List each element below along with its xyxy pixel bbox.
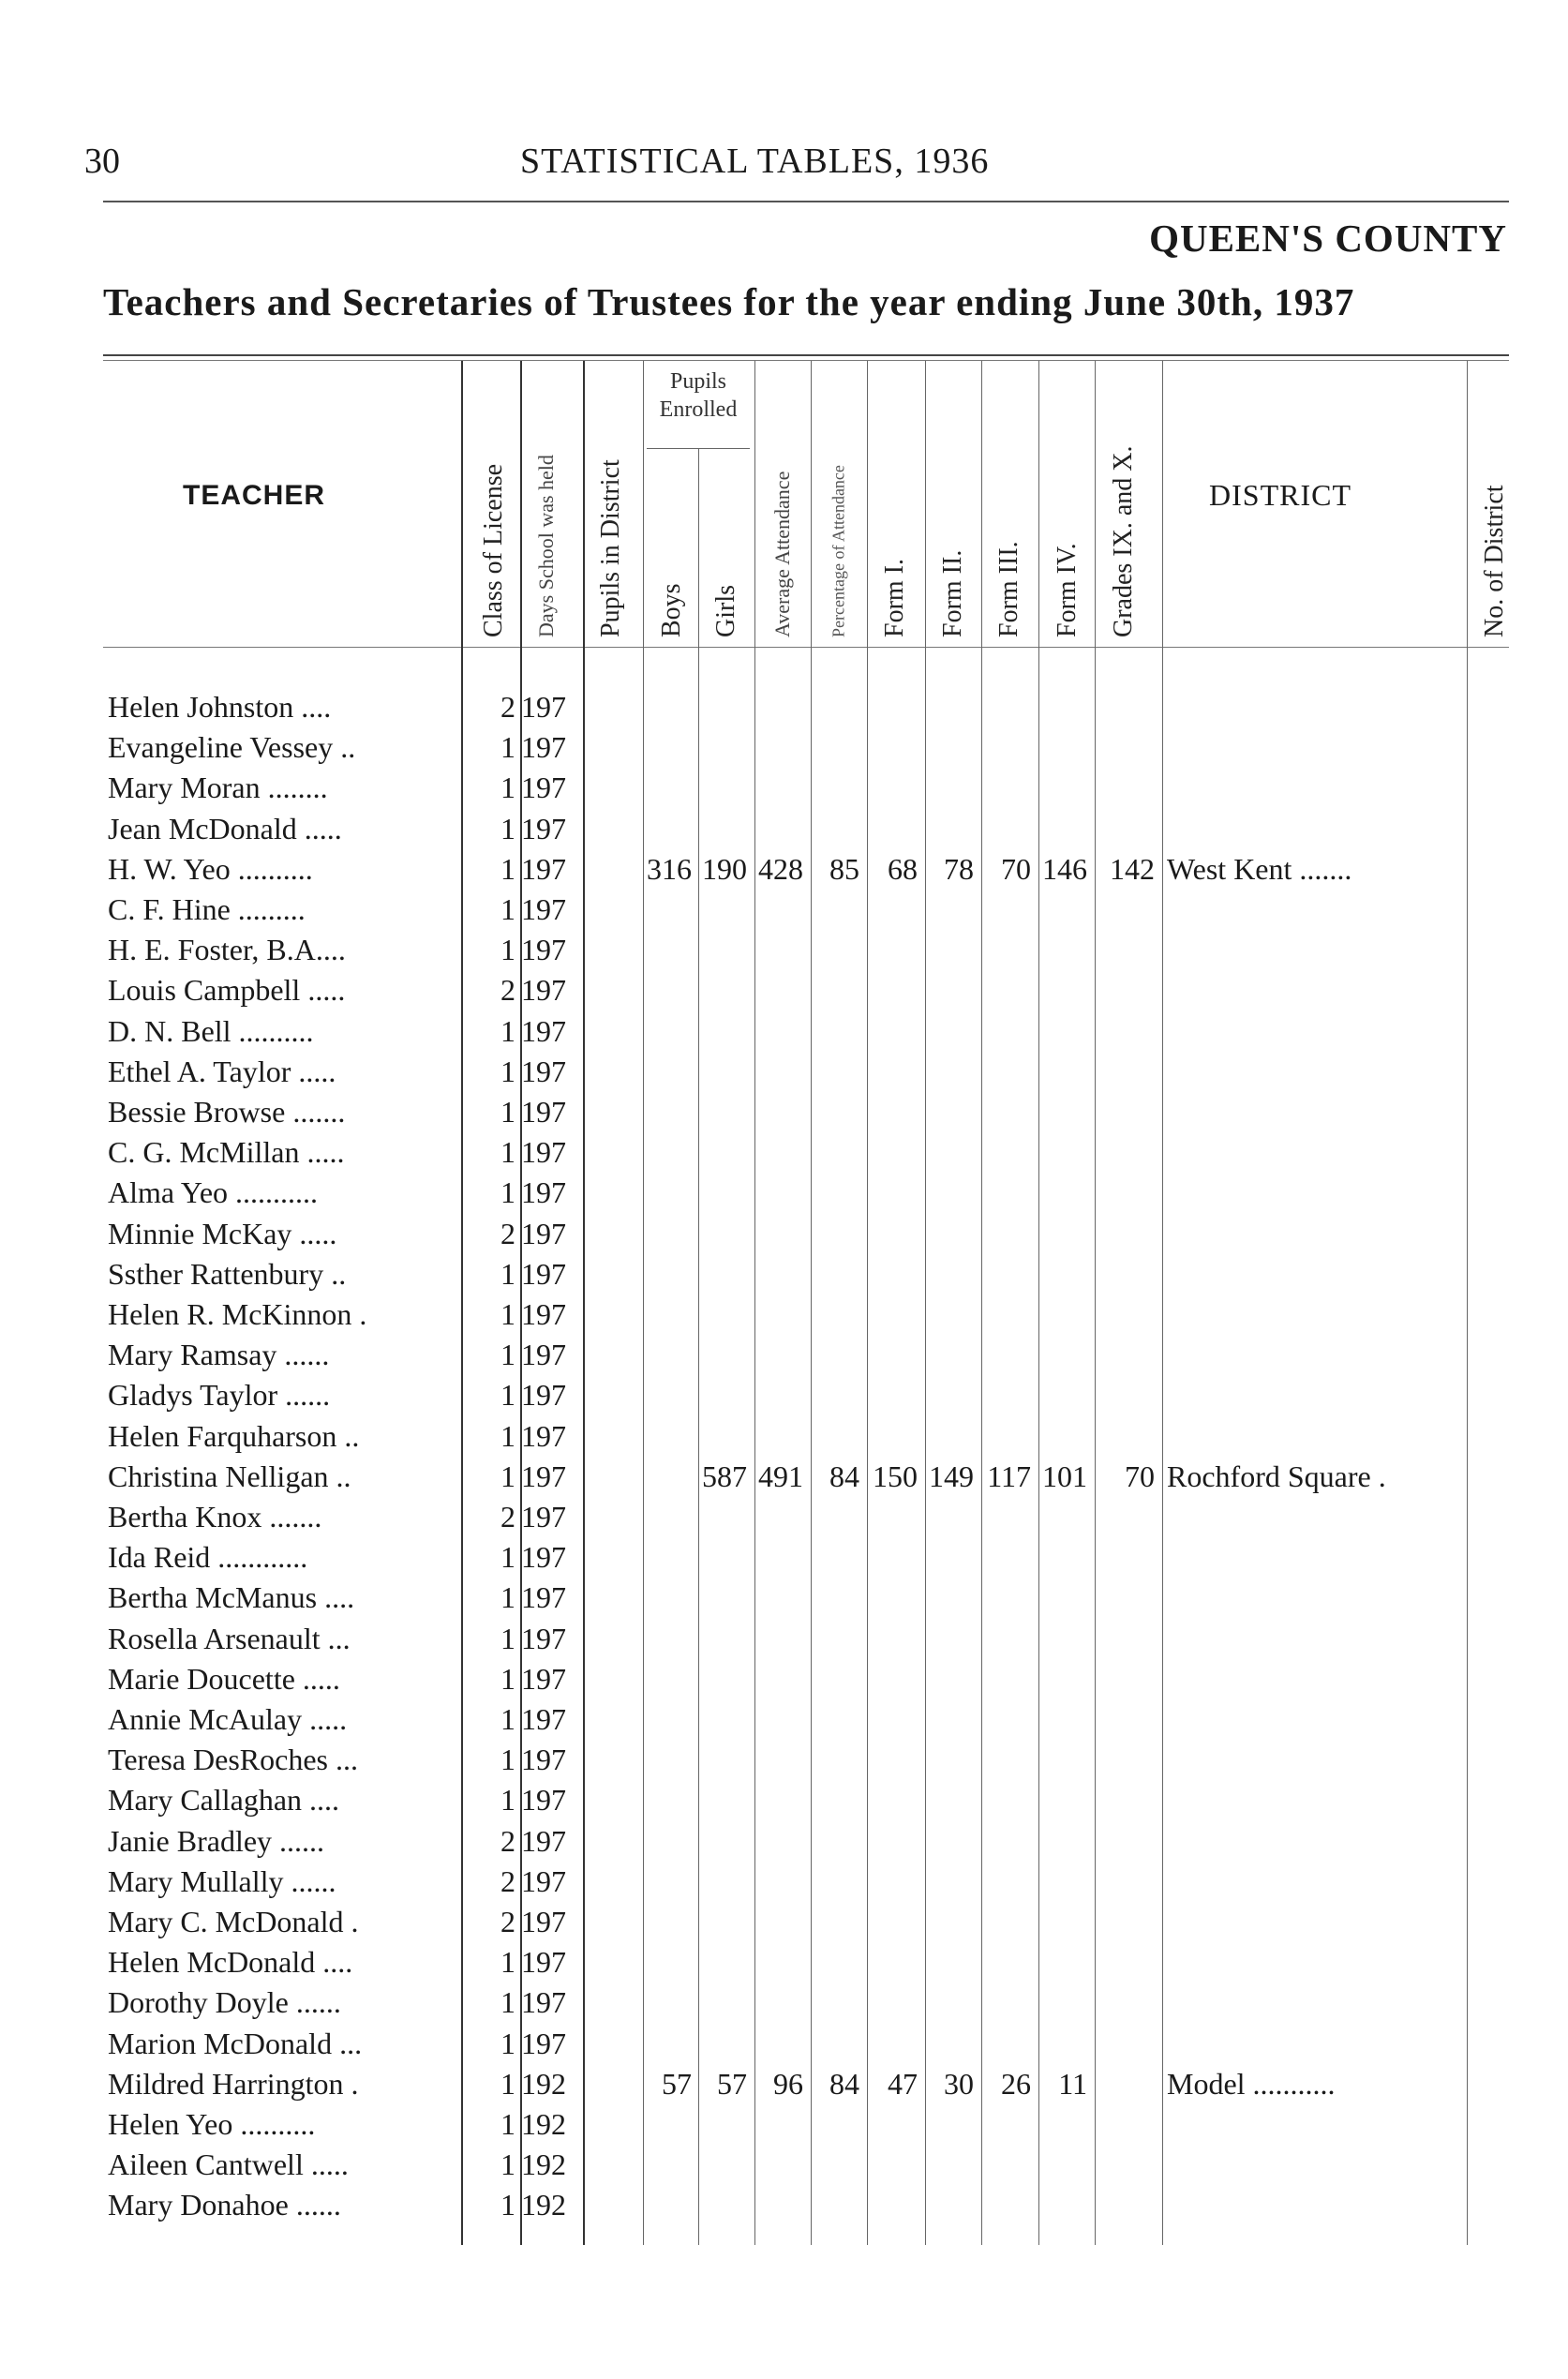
table-row (0, 1821, 1568, 1862)
table-row (0, 2145, 1568, 2185)
teacher-name: Rosella Arsenault ... (108, 1622, 351, 1655)
table-row (0, 970, 1568, 1010)
table-row (0, 1092, 1568, 1132)
days-school-held: 197 (521, 730, 566, 764)
class-of-license: 1 (500, 1985, 515, 2019)
form-4-header: Form IV. (1053, 543, 1082, 637)
class-of-license: 1 (500, 1014, 515, 1048)
class-of-license: 1 (500, 1945, 515, 1979)
class-of-license: 1 (500, 1175, 515, 1209)
teacher-name: Ida Reid ............ (108, 1540, 308, 1574)
grades-value: 142 (1110, 852, 1155, 886)
days-school-held: 197 (521, 2027, 566, 2060)
table-row (0, 1294, 1568, 1335)
teacher-name: Bertha McManus .... (108, 1580, 355, 1614)
teacher-name: D. N. Bell .......... (108, 1014, 314, 1048)
class-of-license: 1 (500, 1095, 515, 1129)
class-of-license: 1 (500, 933, 515, 966)
class-of-license: 1 (500, 1622, 515, 1655)
teacher-name: Ssther Rattenbury .. (108, 1257, 347, 1291)
days-school-held: 197 (521, 1905, 566, 1938)
table-row (0, 1497, 1568, 1537)
f3-value: 70 (1001, 852, 1031, 886)
days-school-held: 197 (521, 1783, 566, 1817)
pct-value: 84 (829, 2067, 859, 2101)
table-row (0, 1942, 1568, 1982)
teacher-name: Mildred Harrington . (108, 2067, 359, 2101)
class-of-license: 1 (500, 1257, 515, 1291)
days-school-held: 197 (521, 1580, 566, 1614)
table-row (0, 2064, 1568, 2104)
header-rule (103, 354, 1509, 356)
pct-value: 84 (829, 1459, 859, 1493)
no-of-district-header: No. of District (1480, 485, 1509, 637)
days-school-held: 197 (521, 1257, 566, 1291)
f4-value: 101 (1042, 1459, 1087, 1493)
days-school-held: 192 (521, 2147, 566, 2181)
teacher-name: Aileen Cantwell ..... (108, 2147, 349, 2181)
days-school-held: 197 (521, 973, 566, 1007)
teacher-name: Helen Farquharson .. (108, 1419, 360, 1453)
class-of-license: 2 (500, 1864, 515, 1898)
class-of-license: 1 (500, 1702, 515, 1736)
days-school-held: 197 (521, 1297, 566, 1331)
table-row (0, 2024, 1568, 2064)
class-of-license: 1 (500, 730, 515, 764)
teacher-name: Mary Donahoe ...... (108, 2188, 341, 2222)
pupils-enrolled-header: Pupils Enrolled (659, 369, 738, 422)
boys-value: 57 (662, 2067, 692, 2101)
days-school-held-header: Days School was held (534, 455, 558, 637)
days-school-held: 197 (521, 1622, 566, 1655)
table-row (0, 809, 1568, 849)
teacher-name: Helen Yeo .......... (108, 2107, 316, 2141)
teacher-name: Minnie McKay ..... (108, 1217, 337, 1250)
table-row (0, 1416, 1568, 1457)
table-row (0, 1214, 1568, 1254)
class-of-license: 1 (500, 1135, 515, 1169)
f4-value: 11 (1058, 2067, 1087, 2101)
days-school-held: 197 (521, 1014, 566, 1048)
class-of-license: 2 (500, 1824, 515, 1858)
teacher-name: Helen Johnston .... (108, 690, 332, 724)
pupils-in-district-header: Pupils in District (596, 459, 625, 637)
girls-value: 190 (702, 852, 747, 886)
teacher-name: Christina Nelligan .. (108, 1459, 351, 1493)
class-of-license: 1 (500, 1580, 515, 1614)
class-of-license: 1 (500, 892, 515, 926)
class-of-license: 1 (500, 1055, 515, 1088)
days-school-held: 197 (521, 852, 566, 886)
class-of-license: 1 (500, 1338, 515, 1371)
teacher-name: H. W. Yeo .......... (108, 852, 313, 886)
teacher-name: C. F. Hine ......... (108, 892, 306, 926)
table-row (0, 2185, 1568, 2225)
f3-value: 117 (987, 1459, 1031, 1493)
teacher-name: Mary Ramsay ...... (108, 1338, 330, 1371)
f2-value: 30 (944, 2067, 974, 2101)
boys-header: Boys (657, 583, 686, 637)
table-row (0, 1254, 1568, 1294)
district-column-header: DISTRICT (1209, 478, 1351, 512)
table-row (0, 930, 1568, 970)
days-school-held: 197 (521, 1459, 566, 1493)
class-of-license: 1 (500, 2147, 515, 2181)
teacher-name: Dorothy Doyle ...... (108, 1985, 341, 2019)
table-row (0, 1619, 1568, 1659)
page-number: 30 (84, 142, 120, 181)
table-row (0, 1457, 1568, 1497)
f2-value: 149 (929, 1459, 974, 1493)
class-of-license: 2 (500, 973, 515, 1007)
teacher-name: Mary C. McDonald . (108, 1905, 359, 1938)
table-row (0, 1052, 1568, 1092)
table-row (0, 849, 1568, 890)
teacher-name: Annie McAulay ..... (108, 1702, 348, 1736)
class-of-license: 1 (500, 812, 515, 845)
table-row (0, 1375, 1568, 1415)
table-row (0, 890, 1568, 930)
days-school-held: 197 (521, 1864, 566, 1898)
days-school-held: 197 (521, 1095, 566, 1129)
table-row (0, 1335, 1568, 1375)
class-of-license: 1 (500, 1419, 515, 1453)
days-school-held: 197 (521, 1135, 566, 1169)
table-row (0, 1132, 1568, 1173)
f1-value: 47 (888, 2067, 918, 2101)
teacher-name: C. G. McMillan ..... (108, 1135, 345, 1169)
table-row (0, 1659, 1568, 1699)
table-row (0, 1862, 1568, 1902)
f1-value: 68 (888, 852, 918, 886)
table-row (0, 1699, 1568, 1740)
class-of-license: 1 (500, 1540, 515, 1574)
f2-value: 78 (944, 852, 974, 886)
class-of-license: 1 (500, 1662, 515, 1696)
days-school-held: 192 (521, 2067, 566, 2101)
girls-header: Girls (711, 585, 740, 637)
days-school-held: 192 (521, 2107, 566, 2141)
teacher-name: Ethel A. Taylor ..... (108, 1055, 336, 1088)
class-of-license: 1 (500, 2027, 515, 2060)
teacher-name: Jean McDonald ..... (108, 812, 342, 845)
teacher-name: Teresa DesRoches ... (108, 1743, 358, 1776)
header-bottom-rule (103, 647, 1509, 648)
form-2-header: Form II. (938, 549, 967, 637)
teacher-name: Mary Moran ........ (108, 771, 328, 804)
teacher-name: Mary Callaghan .... (108, 1783, 340, 1817)
table-row (0, 727, 1568, 768)
class-of-license: 2 (500, 1905, 515, 1938)
table-row (0, 1902, 1568, 1942)
teacher-name: Bessie Browse ....... (108, 1095, 346, 1129)
district-name: Rochford Square . (1167, 1459, 1386, 1493)
days-school-held: 197 (521, 1540, 566, 1574)
teacher-name: Louis Campbell ..... (108, 973, 346, 1007)
avg-value: 428 (758, 852, 803, 886)
days-school-held: 197 (521, 690, 566, 724)
days-school-held: 197 (521, 1419, 566, 1453)
days-school-held: 197 (521, 1945, 566, 1979)
class-of-license: 1 (500, 771, 515, 804)
days-school-held: 197 (521, 812, 566, 845)
teacher-name: Alma Yeo ........... (108, 1175, 319, 1209)
class-of-license: 1 (500, 1297, 515, 1331)
days-school-held: 197 (521, 933, 566, 966)
f1-value: 150 (873, 1459, 918, 1493)
grades-value: 70 (1125, 1459, 1155, 1493)
form-3-header: Form III. (994, 541, 1023, 637)
teacher-name: Marie Doucette ..... (108, 1662, 340, 1696)
teacher-name: Marion McDonald ... (108, 2027, 363, 2060)
class-of-license: 1 (500, 2188, 515, 2222)
days-school-held: 197 (521, 1985, 566, 2019)
teacher-name: Bertha Knox ....... (108, 1500, 322, 1534)
table-row (0, 1740, 1568, 1780)
teacher-name: Janie Bradley ...... (108, 1824, 325, 1858)
table-row (0, 1011, 1568, 1052)
teacher-name: H. E. Foster, B.A.... (108, 933, 346, 966)
days-school-held: 197 (521, 892, 566, 926)
class-of-license: 2 (500, 690, 515, 724)
teacher-column-header: TEACHER (183, 480, 326, 511)
top-rule (103, 201, 1509, 202)
f3-value: 26 (1001, 2067, 1031, 2101)
class-of-license-header: Class of License (479, 463, 508, 637)
district-name: West Kent ....... (1167, 852, 1352, 886)
table-row (0, 2104, 1568, 2145)
teacher-name: Mary Mullally ...... (108, 1864, 336, 1898)
days-school-held: 197 (521, 1662, 566, 1696)
class-of-license: 1 (500, 1783, 515, 1817)
class-of-license: 2 (500, 1500, 515, 1534)
avg-value: 491 (758, 1459, 803, 1493)
class-of-license: 1 (500, 852, 515, 886)
class-of-license: 1 (500, 1459, 515, 1493)
f4-value: 146 (1042, 852, 1087, 886)
days-school-held: 197 (521, 1055, 566, 1088)
table-row (0, 1982, 1568, 2023)
table-row (0, 768, 1568, 808)
days-school-held: 197 (521, 1743, 566, 1776)
table-row (0, 1578, 1568, 1618)
table-row (0, 1173, 1568, 1213)
days-school-held: 197 (521, 1378, 566, 1412)
girls-value: 587 (702, 1459, 747, 1493)
county-heading: QUEEN'S COUNTY (1149, 217, 1507, 260)
class-of-license: 1 (500, 2067, 515, 2101)
table-row (0, 1537, 1568, 1578)
days-school-held: 197 (521, 1175, 566, 1209)
district-name: Model ........... (1167, 2067, 1336, 2101)
avg-value: 96 (773, 2067, 803, 2101)
table-row (0, 1780, 1568, 1820)
days-school-held: 197 (521, 771, 566, 804)
days-school-held: 197 (521, 1824, 566, 1858)
teacher-name: Evangeline Vessey .. (108, 730, 356, 764)
teacher-name: Helen R. McKinnon . (108, 1297, 367, 1331)
class-of-license: 1 (500, 1378, 515, 1412)
average-attendance-header: Average Attendance (770, 471, 794, 637)
girls-value: 57 (717, 2067, 747, 2101)
boys-value: 316 (647, 852, 692, 886)
form-1-header: Form I. (880, 559, 909, 637)
grades-header: Grades IX. and X. (1109, 445, 1138, 637)
header-rule-thin (103, 360, 1509, 361)
table-subtitle: Teachers and Secretaries of Trustees for the year ending June 30th, 1937 (103, 280, 1355, 323)
days-school-held: 197 (521, 1217, 566, 1250)
class-of-license: 2 (500, 1217, 515, 1250)
days-school-held: 197 (521, 1500, 566, 1534)
pct-value: 85 (829, 852, 859, 886)
teacher-name: Gladys Taylor ...... (108, 1378, 331, 1412)
class-of-license: 1 (500, 2107, 515, 2141)
percentage-attendance-header: Percentage of Attendance (829, 465, 848, 637)
days-school-held: 197 (521, 1338, 566, 1371)
teacher-name: Helen McDonald .... (108, 1945, 353, 1979)
days-school-held: 197 (521, 1702, 566, 1736)
running-title: STATISTICAL TABLES, 1936 (520, 142, 990, 181)
table-row (0, 687, 1568, 727)
class-of-license: 1 (500, 1743, 515, 1776)
days-school-held: 192 (521, 2188, 566, 2222)
